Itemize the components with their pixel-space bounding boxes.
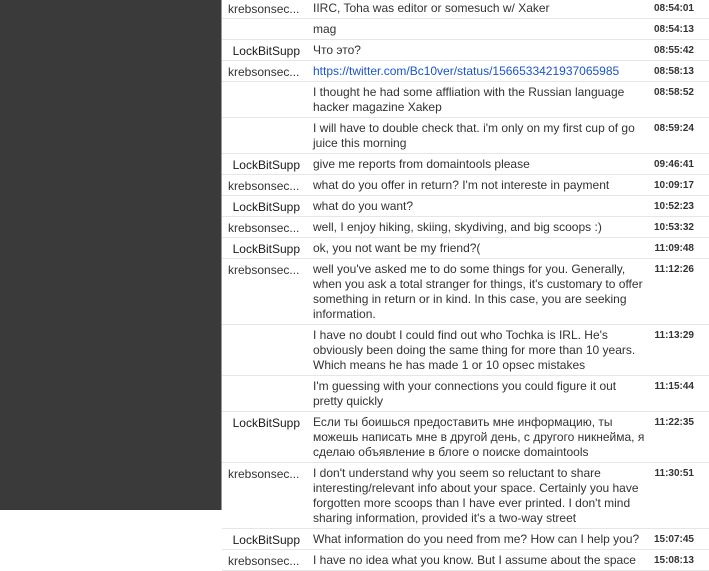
message-row [222, 118, 709, 154]
message-timestamp: 15:08:13 [653, 555, 694, 566]
message-row [222, 0, 709, 19]
message-sender: LockBitSupp [232, 200, 300, 214]
message-timestamp: 11:13:29 [654, 330, 694, 341]
message-timestamp: 08:58:13 [653, 66, 694, 77]
message-timestamp: 09:46:41 [653, 159, 694, 170]
message-row [222, 19, 709, 40]
message-row [222, 175, 709, 196]
message-text: Что это? [313, 43, 361, 57]
message-timestamp: 08:54:01 [653, 3, 694, 14]
message-sender: LockBitSupp [232, 44, 300, 58]
message-text: I don't understand why you seem so reluctant to share interesting/relevant info about your space. Certainly you have forgotten more scoops than I have ever printed. I don't mind sharing information, provided it's a two-way street [313, 466, 639, 525]
message-row [222, 376, 709, 412]
message-timestamp: 08:59:24 [653, 123, 694, 134]
message-list [222, 0, 709, 571]
message-timestamp: 08:55:42 [653, 45, 694, 56]
message-text [313, 61, 647, 81]
message-sender: krebsonsec... [228, 467, 300, 481]
message-row [222, 325, 709, 376]
message-row [222, 259, 709, 325]
message-text: well you've asked me to do some things for you. Generally, when you ask a total stranger for things, it's customary to offer something in return or in kind. In this case, you are seeking information. [313, 262, 643, 321]
message-row [222, 196, 709, 217]
message-text: give me reports from domaintools please [313, 157, 530, 171]
message-text: ok, you not want be my friend?( [313, 241, 481, 255]
message-text: I thought he had some affliation with the Russian language hacker magazine Xakep [313, 85, 625, 114]
message-timestamp: 10:53:32 [653, 222, 694, 233]
message-sender: LockBitSupp [232, 158, 300, 172]
message-timestamp: 15:07:45 [653, 534, 694, 545]
message-text: what do you want? [313, 199, 414, 213]
message-row [222, 550, 709, 571]
message-row [222, 82, 709, 118]
message-sender: krebsonsec... [228, 554, 300, 568]
message-timestamp: 11:22:35 [654, 417, 694, 428]
message-row [222, 217, 709, 238]
message-text: I have no doubt I could find out who Tochka is IRL. He's obviously been doing the same thing for more than 10 years. Which means he has made 1 or 10 opsec mistakes [313, 328, 636, 372]
message-sender: LockBitSupp [232, 533, 300, 547]
message-text: I have no idea what you know. But I assume about the space [313, 553, 636, 567]
message-timestamp: 08:58:52 [653, 87, 694, 98]
message-sender: krebsonsec... [228, 65, 300, 79]
message-row [222, 463, 709, 529]
message-sender: LockBitSupp [232, 242, 300, 256]
message-timestamp: 11:09:48 [654, 243, 694, 254]
message-row [222, 238, 709, 259]
left-dark-panel [0, 0, 221, 510]
message-text: I'm guessing with your connections you could figure it out pretty quickly [313, 379, 617, 408]
message-text: well, I enjoy hiking, skiing, skydiving, and big scoops :) [313, 220, 602, 234]
message-text: Если ты боишься предоставить мне информацию, ты можешь написать мне в другой день, с другого никнейма, я сделаю объявление в блоге о поиске domaintools [313, 415, 645, 459]
message-sender: krebsonsec... [228, 2, 300, 16]
message-timestamp: 11:30:51 [654, 468, 694, 479]
message-timestamp: 10:09:17 [653, 180, 694, 191]
message-timestamp: 11:15:44 [654, 381, 694, 392]
message-text: IIRC, Toha was editor or somesuch w/ Xaker [313, 1, 550, 15]
message-link[interactable]: https://twitter.com/Bc10ver/status/1566533421937065985 [313, 64, 620, 78]
message-timestamp: 11:12:26 [654, 264, 694, 275]
message-text: what do you offer in return? I'm not intereste in payment [313, 178, 610, 192]
message-row [222, 40, 709, 61]
message-row [222, 61, 709, 82]
message-sender: LockBitSupp [232, 416, 300, 430]
message-text: What information do you need from me? How can I help you? [313, 532, 640, 546]
message-sender: krebsonsec... [228, 221, 300, 235]
chat-log[interactable] [222, 0, 709, 568]
message-sender: krebsonsec... [228, 263, 300, 277]
message-text: mag [313, 22, 337, 36]
message-row [222, 412, 709, 463]
message-timestamp: 10:52:23 [653, 201, 694, 212]
message-text: I will have to double check that. i'm only on my first cup of go juice this morning [313, 121, 635, 150]
message-row [222, 529, 709, 550]
message-timestamp: 08:54:13 [653, 24, 694, 35]
message-sender: krebsonsec... [228, 179, 300, 193]
message-row [222, 154, 709, 175]
